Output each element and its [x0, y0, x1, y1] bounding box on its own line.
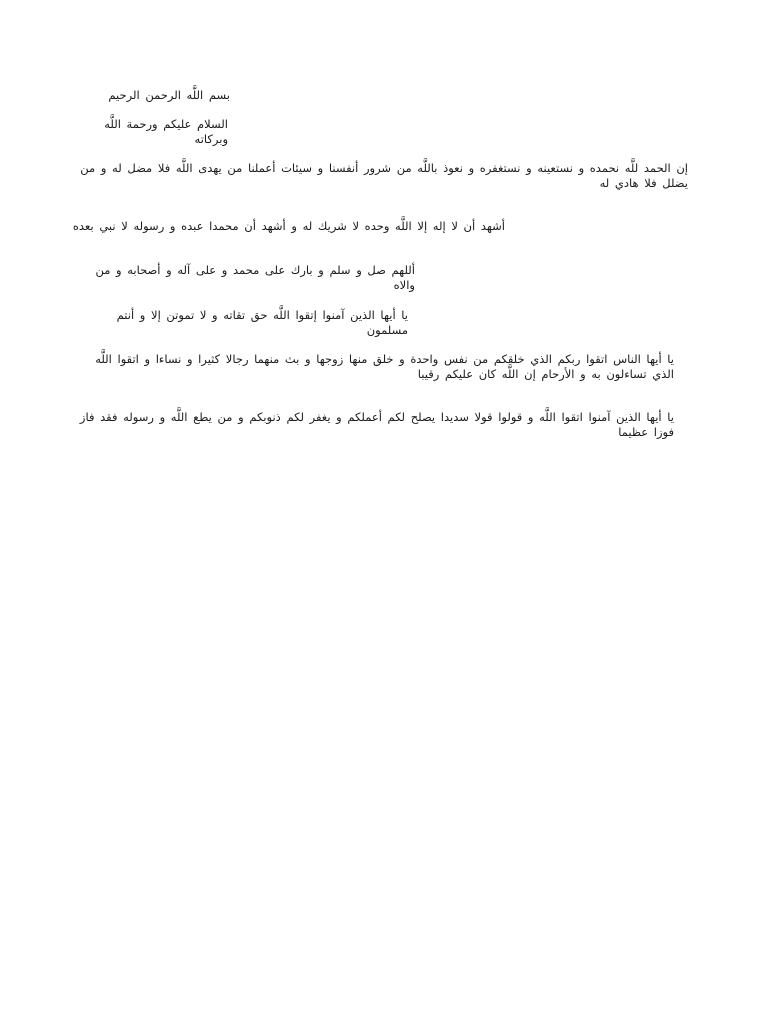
- salam-greeting-line: السلام عليكم ورحمة اللَّه وبركاته: [104, 117, 228, 146]
- basmala-line: بسم اللَّه الرحمن الرحيم: [108, 88, 230, 102]
- shahada-paragraph: أشهد أن لا إله إلا اللَّه وحده لا شريك له و أشهد أن محمدا عبده و رسوله لا نبي بعده: [72, 219, 505, 233]
- salawat-paragraph: أللهم صل و سلم و بارك على محمد و على آله و أصحابه و من والاه: [95, 263, 415, 292]
- hamd-paragraph: إن الحمد للَّه نحمده و نستعينه و نستغفره و نعوذ باللَّه من شرور أنفسنا و سيئات أعملنا من يهدى اللَّه فلا مضل له و من يضلل فلا هادي له: [80, 161, 688, 190]
- verse-al-ahzab-paragraph: يا أيها الذين آمنوا اتقوا اللَّه و قولوا قولا سديدا يصلح لكم أعملكم و يغفر لكم ذنوبكم و من يطع اللَّه و رسوله فقد فاز فوزا عظيما: [79, 410, 674, 439]
- verse-an-nisa-paragraph: يا أيها الناس اتقوا ربكم الذي خلقكم من نفس واحدة و خلق منها زوجها و بث منهما رجالا كثيرا و نساءا و اتقوا اللَّه الذي تساءلون به و الأرحام إن اللَّه كان عليكم رقيبا: [95, 352, 674, 381]
- verse-al-imran-paragraph: يا أيها الذين آمنوا إتقوا اللَّه حق تقاته و لا تموتن إلا و أنتم مسلمون: [116, 308, 408, 337]
